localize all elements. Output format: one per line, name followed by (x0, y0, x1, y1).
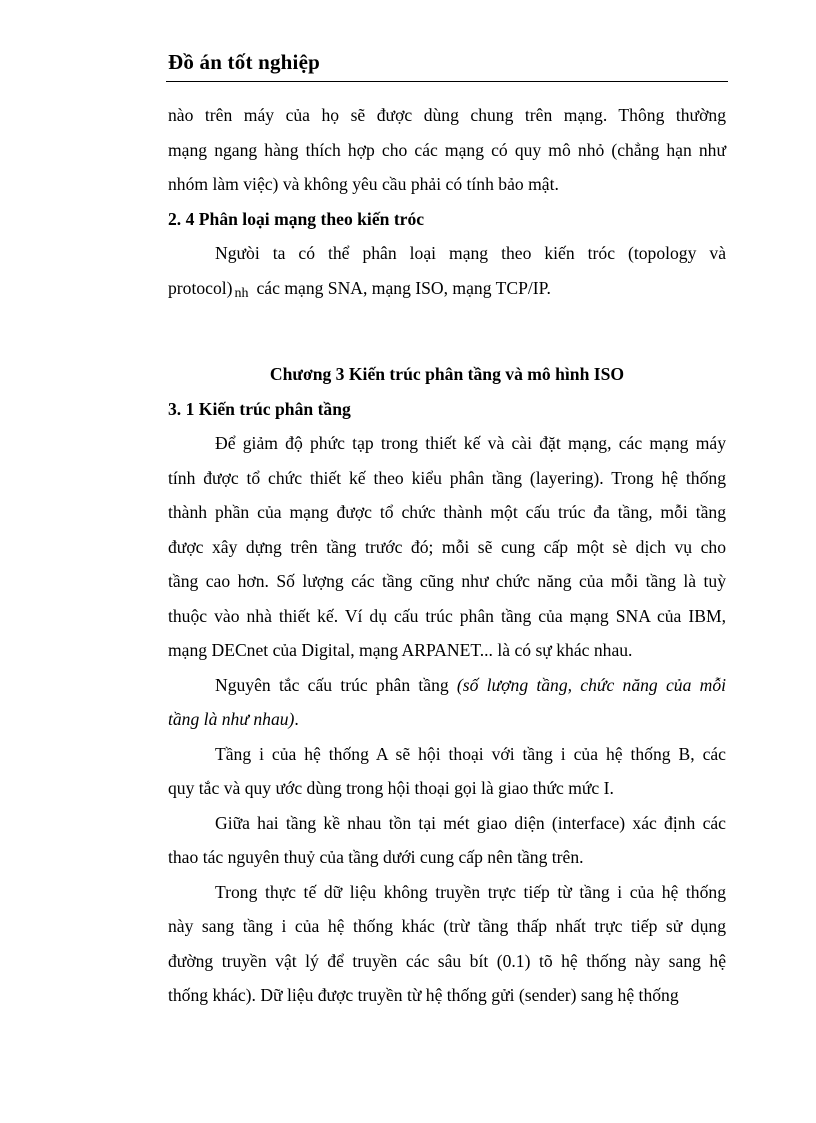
header-divider (166, 81, 728, 82)
paragraph-line (168, 271, 726, 306)
paragraph-line: tính được tổ chức thiết kế theo kiểu phân tầng (layering). Trong hệ thống (168, 467, 726, 488)
paragraph-line: Tầng i của hệ thống A sẽ hội thoại với tầng i của hệ thống B, các (215, 743, 726, 764)
text-span: các mạng SNA, mạng ISO, mạng TCP/IP. (256, 277, 551, 298)
paragraph-line: Trong thực tế dữ liệu không truyền trực tiếp từ tầng i của hệ thống (215, 881, 726, 902)
chapter-title: Chương 3 Kiến trúc phân tầng và mô hình ISO (269, 364, 625, 384)
paragraph-line: Ngưòi ta có thể phân loại mạng theo kiến tróc (topology và (215, 243, 726, 263)
header-title: Đồ án tốt nghiệp (168, 50, 320, 74)
paragraph-line: được xây dựng trên tầng trước đó; mỗi sẽ cung cấp một sè dịch vụ cho (168, 536, 726, 557)
paragraph-line: đường truyền vật lý để truyền các sâu bít (0.1) tõ hệ thống này sang hệ (168, 950, 726, 971)
section-heading-2-4: 2. 4 Phân loại mạng theo kiến tróc (168, 208, 425, 229)
paragraph-line: Để giảm độ phức tạp trong thiết kế và cài đặt mạng, các mạng máy (215, 433, 726, 453)
paragraph-line: thuộc vào nhà thiết kế. Ví dụ cấu trúc phân tầng của mạng SNA của IBM, (168, 605, 726, 626)
paragraph-line: mạng ngang hàng thích hợp cho các mạng có quy mô nhỏ (chẳng hạn như (168, 139, 726, 160)
paragraph-line: thao tác nguyên thuỷ của tầng dưới cung cấp nên tầng trên. (168, 847, 584, 867)
spacer (168, 305, 726, 357)
text-span: nh (234, 285, 249, 301)
paragraph-line: thành phần của mạng được tổ chức thành một cấu trúc đa tầng, mỗi tầng (168, 502, 726, 522)
paragraph-line: này sang tầng i của hệ thống khác (trừ tầng thấp nhất trực tiếp sử dụng (168, 916, 726, 936)
text-span: protocol) (168, 277, 233, 298)
paragraph-line: nào trên máy của họ sẽ được dùng chung trên mạng. Thông thường (168, 105, 726, 125)
paragraph-line (168, 702, 726, 737)
italic-span: (số lượng tầng, chức năng của mỗi (456, 674, 726, 695)
paragraph-line: thống khác). Dữ liệu được truyền từ hệ thống gửi (sender) sang hệ thống (168, 985, 679, 1005)
paragraph-line: nhóm làm việc) và không yêu cầu phải có tính bảo mật. (168, 174, 559, 194)
paragraph-line: Giữa hai tầng kề nhau tồn tại mét giao diện (interface) xác định các (215, 812, 726, 833)
text-span: Nguyên tắc cấu trúc phân tầng (215, 674, 449, 695)
body-text (168, 98, 726, 1013)
paragraph-line (168, 668, 726, 703)
section-heading-3-1: 3. 1 Kiến trúc phân tầng (168, 398, 351, 419)
paragraph-line: mạng DECnet của Digital, mạng ARPANET... là có sự khác nhau. (168, 640, 633, 660)
italic-span: tầng là như nhau) (168, 709, 295, 729)
paragraph-line: tầng cao hơn. Số lượng các tầng cũng như chức năng của mỗi tầng là tuỳ (168, 571, 726, 591)
paragraph-line: quy tắc và quy ước dùng trong hội thoại gọi là giao thức mức I. (168, 778, 614, 798)
text-span: . (294, 709, 299, 729)
